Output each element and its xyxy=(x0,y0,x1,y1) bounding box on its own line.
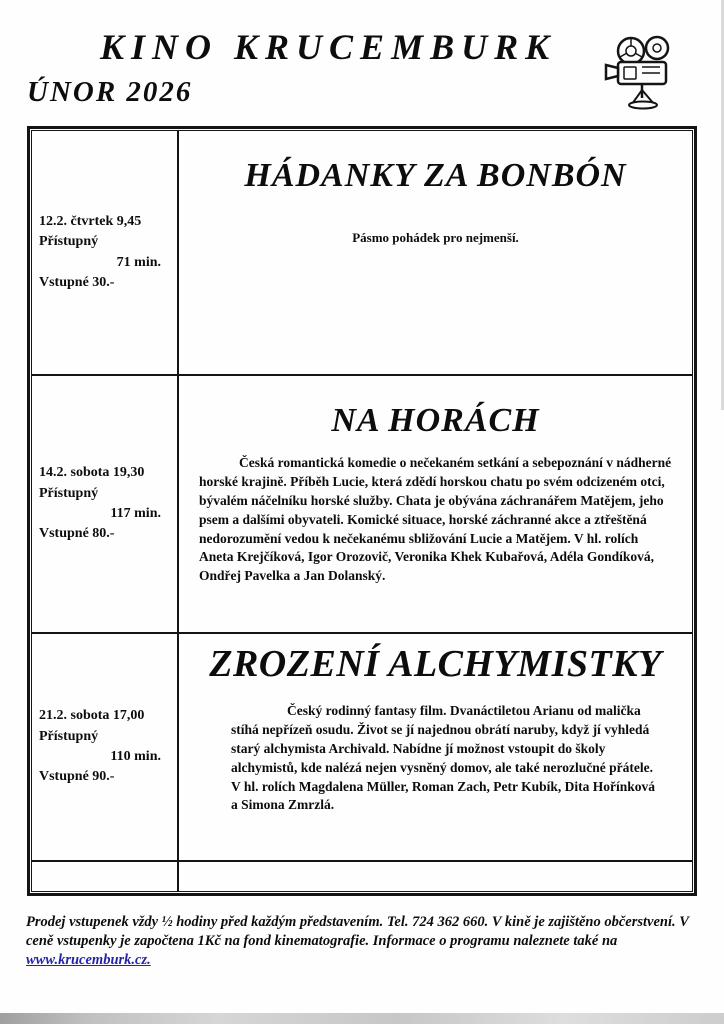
movie-3-date: 21.2. sobota 17,00 xyxy=(39,708,145,724)
scan-artifact-bottom xyxy=(0,1013,724,1024)
footer-line-1: Prodej vstupenek vždy ½ hodiny před každým představením. Tel. 724 362 660. V kině je zajištěno občerstvení. xyxy=(26,914,676,930)
movie-1-detail xyxy=(179,131,692,374)
movie-1-rating: Přístupný xyxy=(39,234,99,250)
film-projector-icon xyxy=(598,34,680,115)
page-title: KINO KRUCEMBURK xyxy=(100,27,557,67)
movie-2-info xyxy=(32,376,179,632)
movie-3-length: 110 min. xyxy=(110,749,161,764)
movie-2-length: 117 min. xyxy=(110,506,161,521)
movie-3-title: ZROZENÍ ALCHYMISTKY xyxy=(209,643,662,685)
movie-2-title: NA HORÁCH xyxy=(331,402,540,439)
movie-row-3 xyxy=(32,632,692,860)
empty-row-right xyxy=(179,862,692,891)
program-table-inner xyxy=(31,130,693,892)
website-link[interactable]: www.krucemburk.cz. xyxy=(26,952,151,969)
movie-3-detail xyxy=(179,634,692,860)
footer-note xyxy=(26,913,698,970)
movie-2-rating: Přístupný xyxy=(39,485,99,501)
movie-1-description: Pásmo pohádek pro nejmenší. xyxy=(352,230,519,245)
movie-3-description: Český rodinný fantasy film. Dvanáctiletou Arianu od malička stíhá nepřízeň osudu. Život se jí najednou obrátí naruby, když jí vyhledá starý alchymista Archivald. Nabídne jí možnost vstoupit do školy alchymistů, kde nalézá nejen vysněný domov, ale také nerozlučné přátele. V hl. rolích Magdalena Müller, Roman Zach, Petr Kubík, Dita Hořínková a Simona Zmrzlá. xyxy=(231,703,656,813)
header xyxy=(0,0,724,120)
program-table xyxy=(27,126,697,896)
movie-3-rating: Přístupný xyxy=(39,728,99,744)
movie-1-title: HÁDANKY ZA BONBÓN xyxy=(244,157,627,194)
movie-3-price: Vstupné 90.- xyxy=(39,769,115,785)
movie-3-info xyxy=(32,634,179,860)
movie-row-1 xyxy=(32,131,692,374)
movie-2-detail xyxy=(179,376,692,632)
movie-2-description: Česká romantická komedie o nečekaném setkání a sebepoznání v nádherné horské krajině. Příběh Lucie, která zdědí horskou chatu po svém odcizeném otci, bývalém náčelníku horské služby. Chata je obývána záchranářem Matějem, jeho psem a dalšími obyvateli. Komické situace, horské záchranné akce a ztřeštěná nedorozumění vedou k nečekanému sbližování Lucie a Matějem. V hl. rolích Aneta Krejčíková, Igor Orozovič, Veronika Khek Kubařová, Adéla Gondíková, Ondřej Pavelka a Jan Dolanský. xyxy=(199,455,672,584)
movie-1-length: 71 min. xyxy=(116,254,161,270)
empty-row xyxy=(32,860,692,891)
movie-1-price: Vstupné 30.- xyxy=(39,274,115,290)
movie-row-2 xyxy=(32,374,692,632)
movie-1-info xyxy=(32,131,179,374)
empty-row-left xyxy=(32,862,179,891)
movie-2-date: 14.2. sobota 19,30 xyxy=(39,465,145,481)
month-subtitle: ÚNOR 2026 xyxy=(27,76,193,108)
movie-2-price: Vstupné 80.- xyxy=(39,526,115,542)
footer-line-2: V ceně vstupenky je započtena 1Kč na fond kinematografie. Informace o programu naleznete také na xyxy=(26,914,689,950)
movie-1-date: 12.2. čtvrtek 9,45 xyxy=(39,213,142,229)
